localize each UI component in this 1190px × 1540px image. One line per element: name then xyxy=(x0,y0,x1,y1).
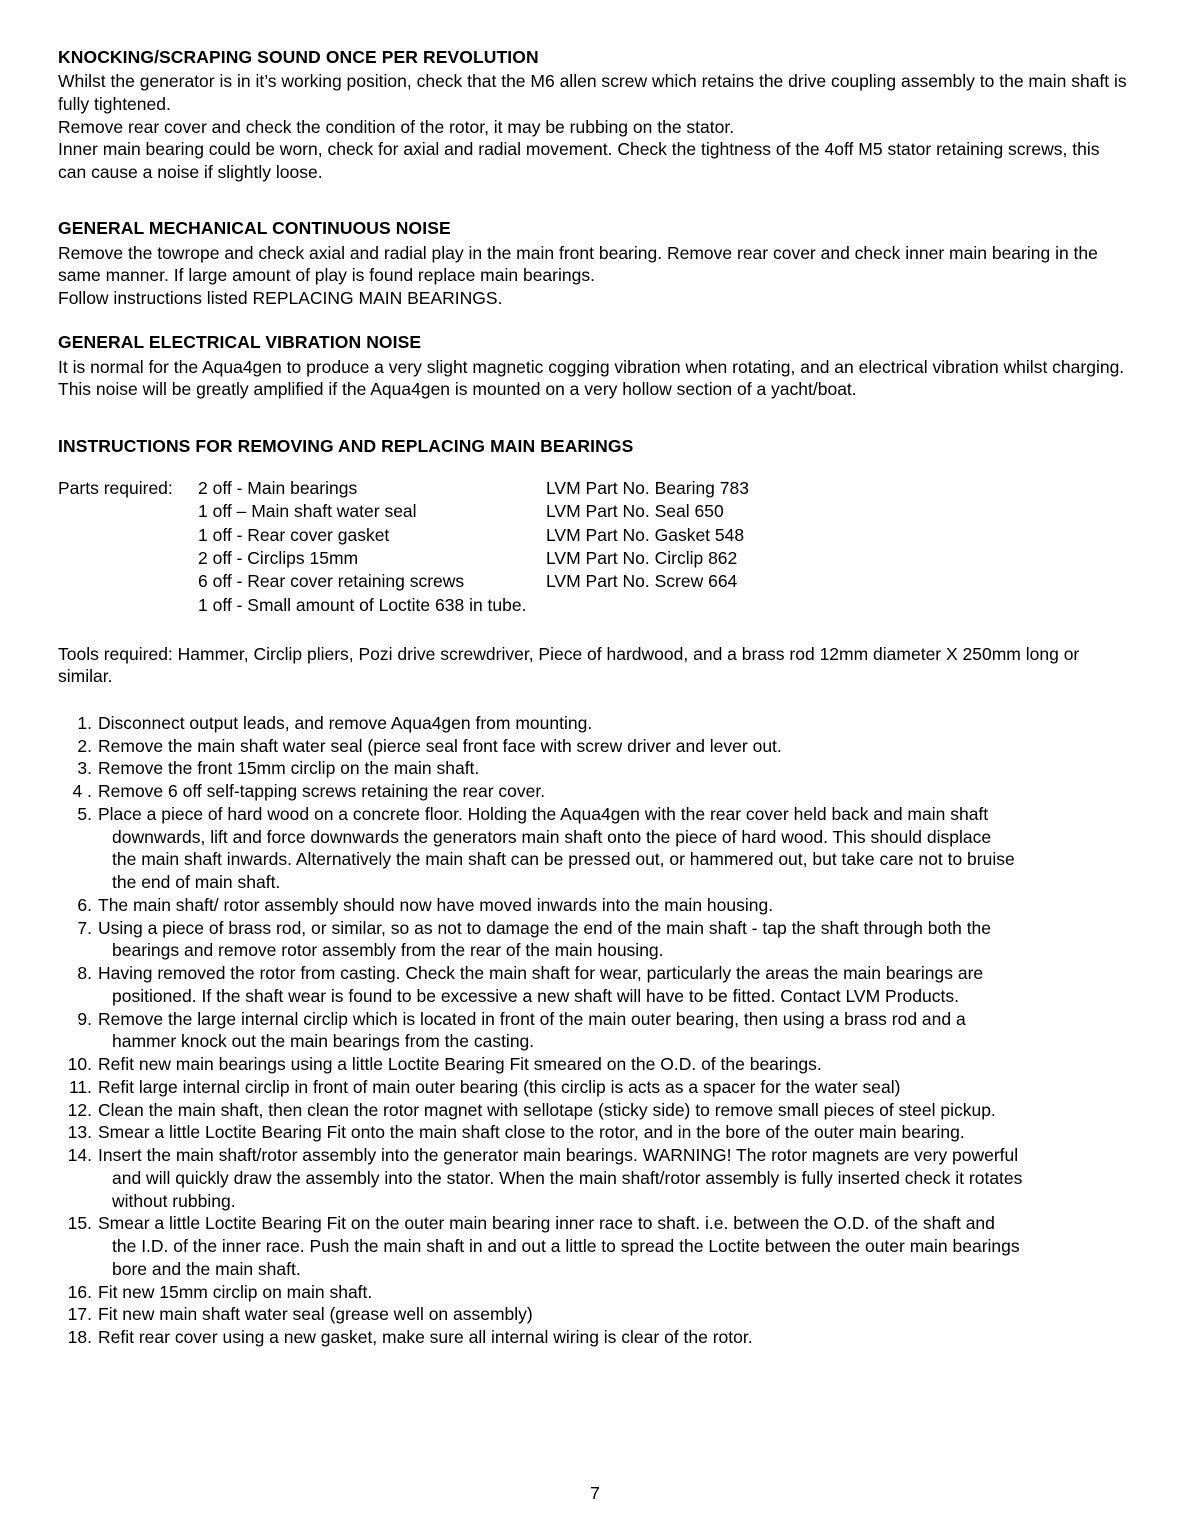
section-knocking-scraping xyxy=(58,46,1132,183)
section-paragraph: Remove the towrope and check axial and radial play in the main front bearing. Remove rear cover and check inner main bearing in the same manner. If large amount of play is found replace main bearings. xyxy=(58,242,1098,286)
part-description: 1 off – Main shaft water seal xyxy=(198,501,417,522)
step-text xyxy=(98,1076,1132,1099)
table-row xyxy=(58,524,1132,547)
step-line: bore and the main shaft. xyxy=(112,1258,301,1279)
section-general-mechanical-noise xyxy=(58,217,1132,309)
step-number: 18. xyxy=(67,1327,92,1348)
list-item xyxy=(58,757,1132,780)
part-description: 6 off - Rear cover retaining screws xyxy=(198,571,465,592)
section-paragraph: It is normal for the Aqua4gen to produce a very slight magnetic cogging vibration when rotating, and an electrical vibration whilst charging. This noise will be greatly amplified if the Aqua4gen is mounted on a very hollow section of a yacht/boat. xyxy=(58,356,1125,400)
table-row xyxy=(58,594,1132,617)
step-number: 15. xyxy=(67,1213,92,1234)
step-text xyxy=(98,803,1132,894)
step-number: 6. xyxy=(77,894,92,915)
list-item xyxy=(58,803,1132,894)
step-line: Having removed the rotor from casting. Check the main shaft for wear, particularly the areas the main bearings are xyxy=(98,963,984,984)
table-row xyxy=(58,547,1132,570)
step-text xyxy=(98,1121,1132,1144)
step-line: Clean the main shaft, then clean the rotor magnet with sellotape (sticky side) to remove small pieces of steel pickup. xyxy=(98,1099,996,1120)
list-item xyxy=(58,1121,1132,1144)
table-row xyxy=(58,500,1132,523)
list-item xyxy=(58,735,1132,758)
step-number: 2. xyxy=(77,735,92,756)
step-text xyxy=(98,1008,1132,1054)
step-line: Disconnect output leads, and remove Aqua4gen from mounting. xyxy=(98,712,593,733)
section-paragraph: Whilst the generator is in it’s working position, check that the M6 allen screw which retains the drive coupling assembly to the main shaft is fully tightened. xyxy=(58,71,1127,114)
step-text xyxy=(98,1326,1132,1349)
step-text xyxy=(98,1303,1132,1326)
step-number: 5. xyxy=(77,803,92,824)
section-heading: KNOCKING/SCRAPING SOUND ONCE PER REVOLUTION xyxy=(58,47,539,67)
bearings-heading: INSTRUCTIONS FOR REMOVING AND REPLACING MAIN BEARINGS xyxy=(58,435,634,456)
spacer xyxy=(58,183,1132,217)
page-number: 7 xyxy=(590,1483,600,1503)
table-row xyxy=(58,570,1132,593)
list-item xyxy=(58,1326,1132,1349)
step-text xyxy=(98,712,1132,735)
spacer-cell xyxy=(58,547,198,570)
part-number: LVM Part No. Screw 664 xyxy=(546,571,738,592)
step-text xyxy=(98,894,1132,917)
step-number: 4 . xyxy=(72,781,92,802)
list-item xyxy=(58,962,1132,1008)
step-line: Place a piece of hard wood on a concrete floor. Holding the Aqua4gen with the rear cover held back and main shaft xyxy=(98,803,989,824)
section-heading: GENERAL MECHANICAL CONTINUOUS NOISE xyxy=(58,218,451,239)
step-number: 1. xyxy=(77,712,92,733)
part-description: 2 off - Main bearings xyxy=(198,478,358,499)
step-line: the main shaft inwards. Alternatively the main shaft can be pressed out, or hammered out, but take care not to bruise xyxy=(112,849,1015,870)
list-item xyxy=(58,1008,1132,1054)
step-line: Refit new main bearings using a little Loctite Bearing Fit smeared on the O.D. of the bearings. xyxy=(98,1054,822,1075)
part-description: 1 off - Rear cover gasket xyxy=(198,524,390,545)
list-item xyxy=(58,1053,1132,1076)
step-line: Fit new 15mm circlip on main shaft. xyxy=(98,1281,373,1302)
list-item xyxy=(58,917,1132,963)
list-item xyxy=(58,1303,1132,1326)
table-row xyxy=(58,477,1132,500)
step-text xyxy=(98,780,1132,803)
step-line: Refit rear cover using a new gasket, make sure all internal wiring is clear of the rotor. xyxy=(98,1327,753,1348)
step-number: 14. xyxy=(67,1145,92,1166)
step-line: the I.D. of the inner race. Push the main shaft in and out a little to spread the Loctite between the outer main bearings xyxy=(112,1236,1020,1257)
step-text xyxy=(98,735,1132,758)
list-item xyxy=(58,712,1132,735)
step-number: 16. xyxy=(67,1281,92,1302)
step-text xyxy=(98,1281,1132,1304)
section-paragraph: Remove rear cover and check the condition of the rotor, it may be rubbing on the stator. xyxy=(58,116,735,137)
step-text xyxy=(98,1053,1132,1076)
section-paragraph: Follow instructions listed REPLACING MAIN BEARINGS. xyxy=(58,287,503,308)
step-line: hammer knock out the main bearings from the casting. xyxy=(112,1031,535,1052)
step-text xyxy=(98,917,1132,963)
spacer xyxy=(58,309,1132,331)
step-line: Fit new main shaft water seal (grease well on assembly) xyxy=(98,1304,533,1325)
part-description: 2 off - Circlips 15mm xyxy=(198,547,359,568)
spacer-cell xyxy=(58,570,198,593)
step-line: downwards, lift and force downwards the generators main shaft onto the piece of hard wood. This should displace xyxy=(112,826,992,847)
step-line: and will quickly draw the assembly into the stator. When the main shaft/rotor assembly is fully inserted check it rotates xyxy=(112,1167,1023,1188)
step-line: Using a piece of brass rod, or similar, so as not to damage the end of the main shaft - tap the shaft through both the xyxy=(98,917,992,938)
step-line: Remove the large internal circlip which is located in front of the main outer bearing, then using a brass rod and a xyxy=(98,1008,966,1029)
step-line: Remove 6 off self-tapping screws retaining the rear cover. xyxy=(98,781,546,802)
step-text xyxy=(98,1099,1132,1122)
list-item xyxy=(58,1099,1132,1122)
spacer-cell xyxy=(58,524,198,547)
part-number: LVM Part No. Circlip 862 xyxy=(546,547,738,568)
spacer xyxy=(58,401,1132,435)
section-heading: GENERAL ELECTRICAL VIBRATION NOISE xyxy=(58,332,422,353)
list-item xyxy=(58,1076,1132,1099)
step-number: 13. xyxy=(67,1122,92,1143)
section-paragraph: Inner main bearing could be worn, check for axial and radial movement. Check the tightness of the 4off M5 stator retaining screws, this can cause a noise if slightly loose. xyxy=(58,139,1100,182)
spacer-cell xyxy=(58,500,198,523)
list-item xyxy=(58,1212,1132,1280)
step-number: 12. xyxy=(67,1099,92,1120)
step-text xyxy=(98,757,1132,780)
parts-required-label: Parts required: xyxy=(58,478,173,499)
part-number: LVM Part No. Bearing 783 xyxy=(546,478,749,499)
step-number: 10. xyxy=(67,1054,92,1075)
spacer-cell xyxy=(58,594,198,617)
list-item xyxy=(58,780,1132,803)
procedure-steps xyxy=(58,712,1132,1349)
list-item xyxy=(58,1281,1132,1304)
step-line: Smear a little Loctite Bearing Fit on the outer main bearing inner race to shaft. i.e. between the O.D. of the shaft and xyxy=(98,1213,995,1234)
tools-required: Tools required: Hammer, Circlip pliers, Pozi drive screwdriver, Piece of hardwood, and a brass rod 12mm diameter X 250mm long or similar. xyxy=(58,643,1080,687)
step-line: Insert the main shaft/rotor assembly into the generator main bearings. WARNING! The rotor magnets are very powerful xyxy=(98,1145,1019,1166)
step-text xyxy=(98,962,1132,1008)
step-number: 7. xyxy=(77,917,92,938)
list-item xyxy=(58,894,1132,917)
step-line: without rubbing. xyxy=(112,1190,236,1211)
step-line: Smear a little Loctite Bearing Fit onto the main shaft close to the rotor, and in the bore of the outer main bearing. xyxy=(98,1122,965,1143)
step-line: the end of main shaft. xyxy=(112,872,281,893)
step-number: 3. xyxy=(77,758,92,779)
step-number: 17. xyxy=(67,1304,92,1325)
section-general-electrical-vibration-noise xyxy=(58,331,1132,401)
step-line: Remove the main shaft water seal (pierce seal front face with screw driver and lever out. xyxy=(98,735,782,756)
step-number: 8. xyxy=(77,963,92,984)
part-number xyxy=(546,594,1132,617)
step-text xyxy=(98,1144,1132,1212)
step-number: 11. xyxy=(68,1076,92,1097)
step-line: Remove the front 15mm circlip on the main shaft. xyxy=(98,758,480,779)
step-line: The main shaft/ rotor assembly should now have moved inwards into the main housing. xyxy=(98,894,774,915)
parts-required-table xyxy=(58,477,1132,617)
part-number: LVM Part No. Gasket 548 xyxy=(546,524,745,545)
step-line: Refit large internal circlip in front of main outer bearing (this circlip is acts as a spacer for the water seal) xyxy=(98,1076,901,1097)
part-description: 1 off - Small amount of Loctite 638 in tube. xyxy=(198,594,527,615)
step-line: bearings and remove rotor assembly from the rear of the main housing. xyxy=(112,940,664,961)
step-number: 9. xyxy=(77,1008,92,1029)
step-line: positioned. If the shaft wear is found to be excessive a new shaft will have to be fitted. Contact LVM Products. xyxy=(112,985,959,1006)
part-number: LVM Part No. Seal 650 xyxy=(546,501,724,522)
step-text xyxy=(98,1212,1132,1280)
list-item xyxy=(58,1144,1132,1212)
